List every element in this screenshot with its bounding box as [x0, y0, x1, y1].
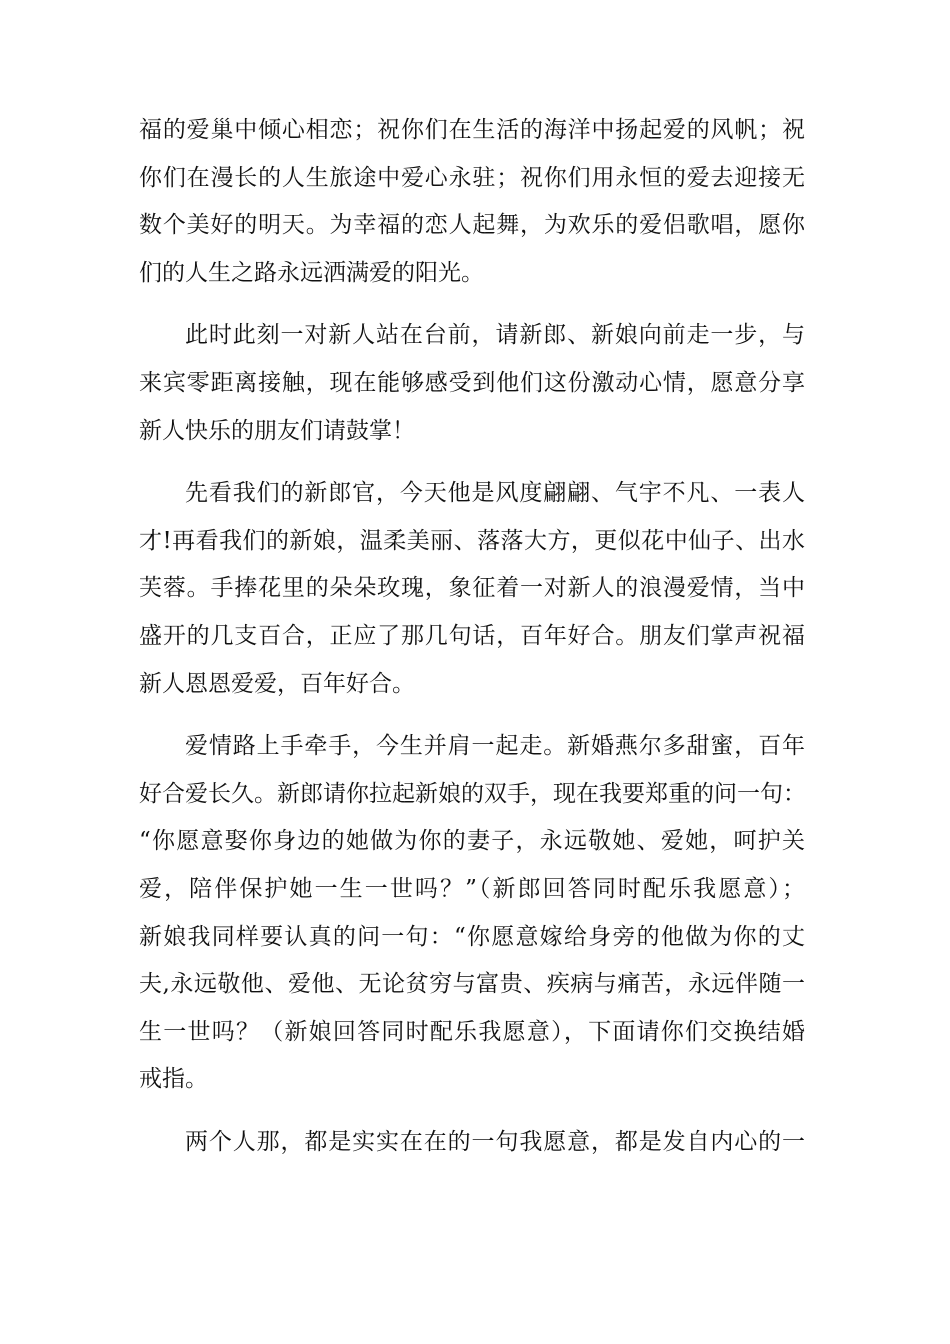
text-line: 才!再看我们的新娘，温柔美丽、落落大方，更似花中仙子、出水 — [139, 527, 805, 554]
text-line: 福的爱巢中倾心相恋；祝你们在生活的海洋中扬起爱的风帆；祝 — [139, 117, 805, 143]
text-line: 们的人生之路永远洒满爱的阳光。 — [139, 259, 484, 286]
text-line: 先看我们的新郎官，今天他是风度翩翩、气宇不凡、一表人 — [185, 480, 805, 507]
paragraph-2 — [139, 312, 805, 455]
text-line: 生一世吗？（新娘回答同时配乐我愿意），下面请你们交换结婚 — [139, 1018, 805, 1045]
text-line: 爱，陪伴保护她一生一世吗？”（新郎回答同时配乐我愿意）； — [139, 875, 805, 902]
document-page — [139, 107, 805, 1166]
text-line: 你们在漫长的人生旅途中爱心永驻；祝你们用永恒的爱去迎接无 — [139, 164, 805, 191]
paragraph-1 — [139, 107, 805, 297]
paragraph-5 — [139, 1119, 805, 1167]
text-line: 爱情路上手牵手，今生并肩一起走。新婚燕尔多甜蜜，百年 — [185, 733, 805, 760]
text-line: 新人恩恩爱爱，百年好合。 — [139, 670, 415, 697]
text-line: 新娘我同样要认真的问一句：“你愿意嫁给身旁的他做为你的丈 — [139, 923, 805, 950]
text-line: 数个美好的明天。为幸福的恋人起舞，为欢乐的爱侣歌唱，愿你 — [139, 212, 805, 239]
text-line: 盛开的几支百合，正应了那几句话，百年好合。朋友们掌声祝福 — [139, 622, 805, 649]
paragraph-3 — [139, 470, 805, 708]
text-line: 夫,永远敬他、爱他、无论贫穷与富贵、疾病与痛苦，永远伴随一 — [139, 971, 805, 998]
text-line: 好合爱长久。新郎请你拉起新娘的双手，现在我要郑重的问一句： — [139, 780, 806, 807]
text-line: 两个人那，都是实实在在的一句我愿意，都是发自内心的一 — [185, 1128, 805, 1155]
paragraph-4 — [139, 723, 805, 1104]
text-line: 此时此刻一对新人站在台前，请新郎、新娘向前走一步，与 — [185, 322, 805, 349]
text-line: “你愿意娶你身边的她做为你的妻子，永远敬她、爱她，呵护关 — [139, 828, 805, 855]
text-line: 新人快乐的朋友们请鼓掌！ — [139, 417, 415, 444]
text-line: 芙蓉。手捧花里的朵朵玫瑰，象征着一对新人的浪漫爱情，当中 — [139, 575, 805, 602]
text-line: 来宾零距离接触，现在能够感受到他们这份激动心情，愿意分享 — [139, 369, 805, 396]
text-line: 戒指。 — [139, 1066, 208, 1093]
